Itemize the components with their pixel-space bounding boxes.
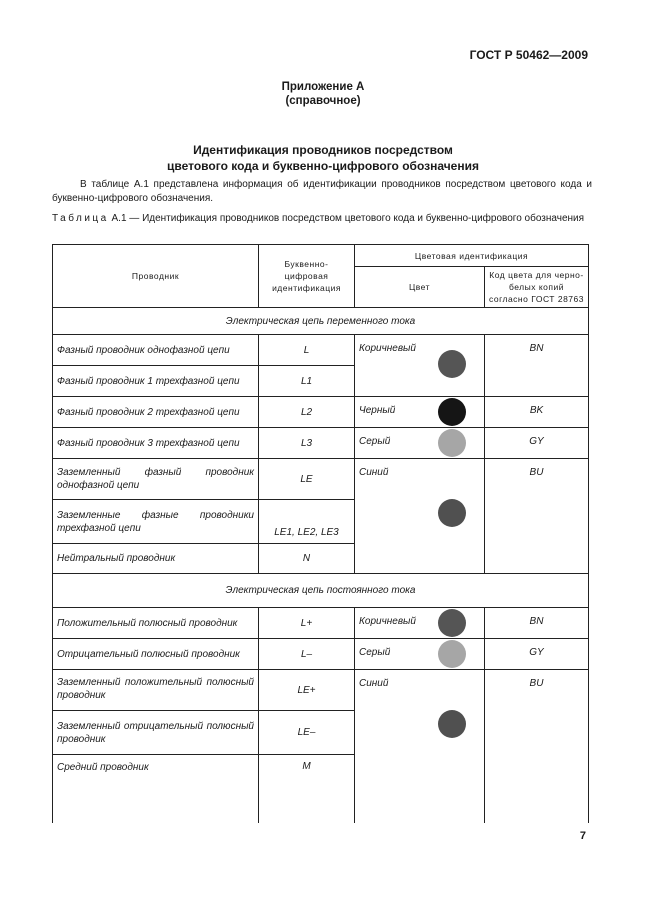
table-row [53,608,589,639]
color-name: Синий [359,467,389,478]
brown-swatch-icon [438,350,466,378]
conductor-name: Фазный проводник 2 трехфазной цепи [53,397,259,428]
conductor-name: Средний проводник [53,755,259,823]
table-caption-prefix: Таблица [52,213,109,224]
conductor-name: Заземленный отрицательный полюсный проводник [53,711,259,755]
section-label-dc: Электрическая цепь постоянного тока [53,574,589,608]
section-row-ac [53,308,589,335]
conductor-name: Заземленный положительный полюсный проводник [53,670,259,711]
section-row-dc [53,574,589,608]
conductor-code: M [259,755,355,823]
conductor-name: Положительный полюсный проводник [53,608,259,639]
table-row [53,335,589,366]
color-cell [355,670,485,823]
conductor-name: Нейтральный проводник [53,544,259,574]
section-title-line-1: Идентификация проводников посредством [193,143,453,157]
appendix-title: Приложение А [281,81,365,93]
conductor-code: L3 [259,428,355,459]
bw-code-cell: BN [485,608,589,639]
appendix-subtitle: (справочное) [285,95,361,107]
bw-code-cell: BU [485,459,589,574]
conductor-code: LE1, LE2, LE3 [259,500,355,544]
bw-code-cell: BU [485,670,589,823]
conductor-code: LE+ [259,670,355,711]
conductor-code: L2 [259,397,355,428]
conductor-code: N [259,544,355,574]
table-caption-text: А.1 — Идентификация проводников посредством цветового кода и буквенно-цифрового обозначения [111,213,585,224]
conductor-identification-table [52,244,589,823]
color-cell [355,428,485,459]
header-color-id: Цветовая идентификация [355,245,589,267]
header-alnum: Буквенно-цифровая идентификация [259,245,355,308]
blue-swatch-icon [438,499,466,527]
conductor-code: L– [259,639,355,670]
color-name: Синий [359,678,389,689]
blue-swatch-icon [438,710,466,738]
bw-code-cell: BK [485,397,589,428]
section-title [0,142,646,174]
header-bw-code: Код цвета для черно-белых копий согласно ГОСТ 28763 [485,267,589,308]
conductor-name: Фазный проводник однофазной цепи [53,335,259,366]
document-standard-header: ГОСТ Р 50462—2009 [469,48,588,62]
color-name: Коричневый [359,616,416,627]
table-row [53,459,589,500]
table-row [53,670,589,711]
conductor-name: Фазный проводник 1 трехфазной цепи [53,366,259,397]
color-cell [355,335,485,397]
conductor-name: Заземленные фазные проводники трехфазной цепи [53,500,259,544]
color-cell [355,459,485,574]
conductor-name: Отрицательный полюсный проводник [53,639,259,670]
gray-swatch-icon [438,429,466,457]
header-conductor: Проводник [53,245,259,308]
color-cell [355,639,485,670]
color-cell [355,608,485,639]
header-row [53,245,589,267]
conductor-code: LE [259,459,355,500]
bw-code-cell: GY [485,428,589,459]
bw-code-cell: GY [485,639,589,670]
table-row [53,397,589,428]
brown-swatch-icon [438,609,466,637]
section-label-ac: Электрическая цепь переменного тока [53,308,589,335]
section-title-line-2: цветового кода и буквенно-цифрового обозначения [167,159,479,173]
bw-code-cell: BN [485,335,589,397]
conductor-name: Фазный проводник 3 трехфазной цепи [53,428,259,459]
intro-paragraph: В таблице А.1 представлена информация об идентификации проводников посредством цветового кода и буквенно-цифрового обозначения. [52,179,592,204]
page-number: 7 [579,830,586,842]
conductor-name: Заземленный фазный проводник однофазной цепи [53,459,259,500]
color-cell [355,397,485,428]
conductor-code: L1 [259,366,355,397]
table-row [53,428,589,459]
gray-swatch-icon [438,640,466,668]
table-row [53,639,589,670]
conductor-code: L+ [259,608,355,639]
table-caption [52,212,592,225]
header-color: Цвет [355,267,485,308]
black-swatch-icon [438,398,466,426]
conductor-code: L [259,335,355,366]
conductor-code: LE– [259,711,355,755]
color-name: Серый [359,436,391,447]
color-name: Коричневый [359,343,416,354]
color-name: Черный [359,405,396,416]
color-name: Серый [359,647,391,658]
appendix-heading [0,80,646,108]
